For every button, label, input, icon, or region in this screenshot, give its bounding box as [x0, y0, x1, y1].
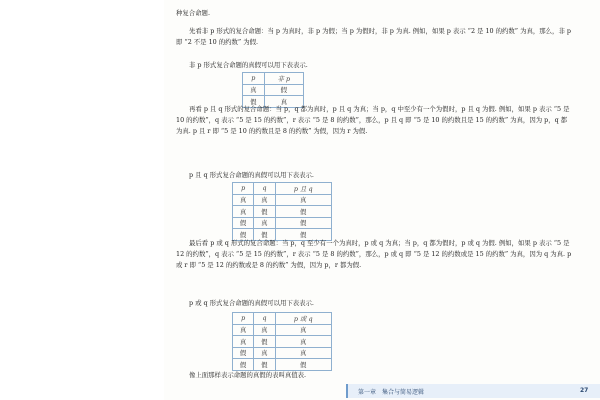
table-row — [233, 206, 332, 218]
table-cell: 真 — [275, 347, 332, 359]
table-cell: 真 — [233, 324, 254, 336]
paragraph-heading: 种复合命题. — [176, 9, 210, 17]
table-cell: 真 — [243, 84, 265, 96]
table-header-cell: 非 p — [264, 73, 303, 85]
table-row — [233, 347, 332, 359]
table-header-cell: p 且 q — [275, 183, 332, 195]
table-cell: 假 — [275, 229, 332, 241]
truth-table-and — [232, 182, 332, 241]
table-row — [233, 324, 332, 336]
paragraph-not-intro: 先看非 p 形式的复合命题：当 p 为真时，非 p 为假；当 p 为假时，非 p 为真. 例如，如果 p 表示 “2 是 10 的约数” 为真，那么，非 p 即 “2 不是 10 的约数” 为假. — [176, 27, 571, 47]
table-row — [233, 359, 332, 371]
table-cell: 真 — [254, 194, 275, 206]
truth-table-not — [242, 72, 304, 108]
page-number: 27 — [580, 387, 589, 394]
paragraph-not-caption: 非 p 形式复合命题的真假可以用下表表示. — [189, 61, 308, 69]
table-header-cell: p — [233, 183, 254, 195]
paragraph-and-caption: p 且 q 形式复合命题的真假可以用下表表示. — [189, 171, 314, 179]
chapter-title: 第一章 集合与简易逻辑 — [358, 389, 425, 396]
table-cell: 假 — [254, 229, 275, 241]
paragraph-or-caption: p 或 q 形式复合命题的真假可以用下表表示. — [189, 299, 314, 307]
table-row — [243, 84, 304, 96]
table-cell: 假 — [254, 336, 275, 348]
table-cell: 假 — [233, 359, 254, 371]
paragraph-or-intro: 最后看 p 或 q 形式的复合命题：当 p，q 至少有一个为真时，p 或 q 为真；当 p，q 都为假时，p 或 q 为假. 例如，如果 p 表示 “5 是 12 的约数”，q 表示 “5 是 15 的约数”，r 表示 “5 是 8 的约数”，那么，p 或 q 即 “5 是 12 的约数或是 15 的约数” 为真，因为 q 为真. p 或 r 即 “5 是 12 的约数或是 8 的约数” 为假，因为 p，r 都为假. — [176, 239, 572, 270]
textbook-page — [164, 0, 600, 400]
table-cell: 假 — [275, 217, 332, 229]
table-cell: 真 — [233, 336, 254, 348]
table-row — [233, 194, 332, 206]
table-cell: 真 — [275, 324, 332, 336]
table-cell: 假 — [233, 229, 254, 241]
table-header-cell: p — [233, 313, 254, 325]
table-cell: 真 — [254, 347, 275, 359]
table-cell: 假 — [254, 359, 275, 371]
table-header-cell: q — [254, 183, 275, 195]
table-cell: 真 — [275, 194, 332, 206]
table-header-row — [233, 183, 332, 195]
table-cell: 假 — [275, 206, 332, 218]
table-cell: 假 — [233, 217, 254, 229]
table-cell: 真 — [275, 336, 332, 348]
truth-table-or — [232, 312, 332, 371]
table-cell: 假 — [275, 359, 332, 371]
table-row — [233, 336, 332, 348]
table-header-cell: p 或 q — [275, 313, 332, 325]
table-cell: 真 — [233, 194, 254, 206]
table-cell: 假 — [264, 84, 303, 96]
table-cell: 真 — [254, 217, 275, 229]
paragraph-and-intro: 再看 p 且 q 形式的复合命题：当 p，q 都为真时，p 且 q 为真；当 p，q 中至少有一个为假时，p 且 q 为假. 例如，如果 p 表示 “5 是 10 的约数”，q 表示 “5 是 15 的约数”，r 表示 “5 是 8 的约数”，那么，p 且 q 即 “5 是 10 的约数且是 15 的约数” 为真，因为 p，q 都为真. p 且 r 即 “5 是 10 的约数且是 8 的约数” 为假，因为 r 为假. — [176, 105, 570, 136]
table-header-row — [233, 313, 332, 325]
table-header-row — [243, 73, 304, 85]
table-row — [233, 217, 332, 229]
table-cell: 真 — [254, 324, 275, 336]
paragraph-closing: 像上面那样表示命题的真假的表叫真值表. — [189, 371, 307, 379]
table-header-cell: q — [254, 313, 275, 325]
table-cell: 假 — [254, 206, 275, 218]
page-footer — [346, 384, 600, 398]
table-cell: 真 — [264, 96, 303, 108]
table-cell: 真 — [233, 206, 254, 218]
table-header-cell: p — [243, 73, 265, 85]
table-cell: 假 — [243, 96, 265, 108]
table-cell: 假 — [233, 347, 254, 359]
